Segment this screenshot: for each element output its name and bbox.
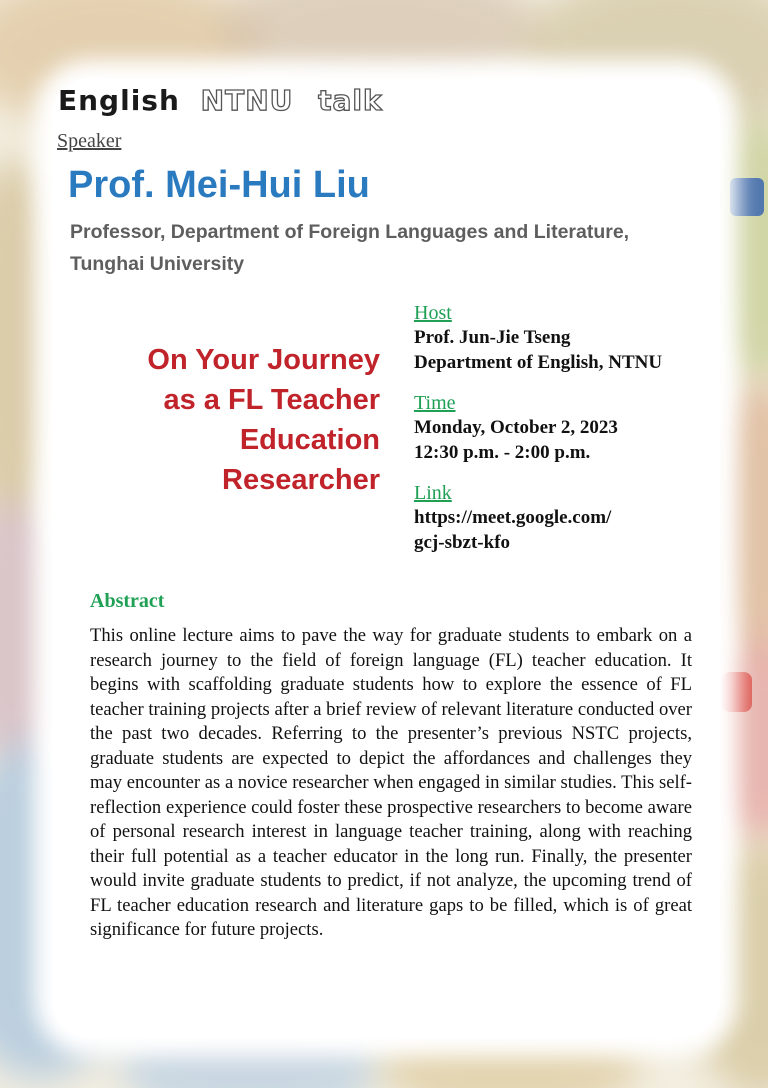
time-date: Monday, October 2, 2023: [414, 417, 618, 438]
link-label: Link: [414, 482, 452, 504]
time-hours: 12:30 p.m. - 2:00 p.m.: [414, 442, 591, 463]
logo-word-english: English: [58, 84, 180, 117]
abstract-text: This online lecture aims to pave the way for graduate students to embark on a research journey to the field of foreign language (FL) teacher education. It begins with scaffolding graduate students how to explore the essence of FL teacher training projects after a brief review of relevant literature conducted over the past two decades. Referring to the presenter’s previous NSTC projects, graduate students are expected to depict the affordances and challenges they may encounter as a novice researcher when engaged in similar studies. This self-reflection experience could foster these prospective researchers to become aware of personal research interest in language teacher training, along with reaching their full potential as a teacher educator in the long run. Finally, the presenter would invite graduate students to predict, if not analyze, the upcoming trend of FL teacher education research and literature gaps to be filled, which is of great significance for future projects.: [90, 625, 692, 940]
talk-title-line-3: Education: [239, 424, 380, 456]
host-label: Host: [414, 302, 452, 324]
talk-title: [90, 340, 380, 500]
speaker-label: Speaker: [57, 130, 122, 152]
affiliation-line-1: Professor, Department of Foreign Languages and Literature,: [70, 221, 630, 243]
english-ntnu-talk-logo: [58, 84, 383, 117]
talk-title-line-2: as a FL Teacher: [163, 384, 380, 416]
talk-title-line-1: On Your Journey: [147, 344, 380, 376]
link-section: [414, 482, 734, 555]
host-department: Department of English, NTNU: [414, 352, 663, 373]
abstract-label: Abstract: [90, 590, 165, 612]
host-name: Prof. Jun-Jie Tseng: [414, 327, 571, 348]
logo-word-talk: talk: [318, 84, 383, 117]
meeting-link[interactable]: [414, 505, 734, 555]
speaker-name: Prof. Mei-Hui Liu: [68, 164, 370, 206]
speaker-affiliation: [70, 216, 730, 280]
affiliation-line-2: Tunghai University: [70, 253, 245, 275]
time-section: [414, 392, 734, 465]
meeting-link-line-1[interactable]: https://meet.google.com/: [414, 507, 612, 528]
meeting-link-line-2[interactable]: gcj-sbzt-kfo: [414, 532, 511, 553]
host-section: [414, 302, 734, 375]
logo-word-ntnu: NTNU: [200, 84, 294, 117]
talk-title-line-4: Researcher: [222, 464, 380, 496]
time-label: Time: [414, 392, 456, 414]
